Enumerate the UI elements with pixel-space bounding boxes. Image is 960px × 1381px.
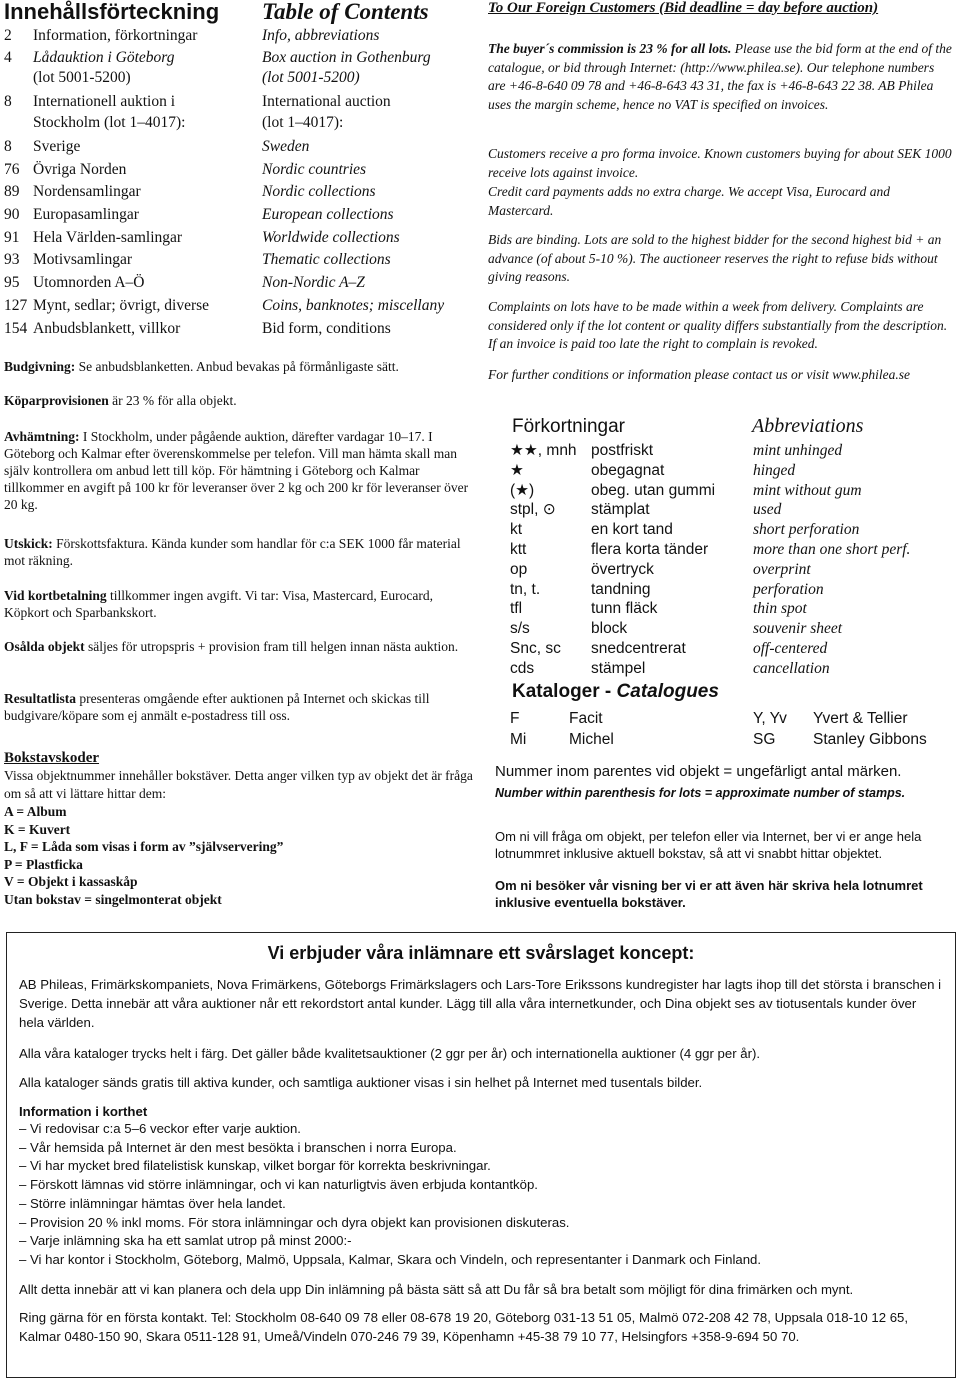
toc-row-number: 90: [4, 206, 20, 223]
toc-row-label-sv: Sverige: [33, 138, 81, 155]
abbr-code: tfl: [510, 600, 523, 618]
info-item: – Varje inlämning ska ha ett samlat utrop på minst 2000:-: [19, 1233, 352, 1249]
visit-note: Om ni besöker vår visning ber vi er att även här skriva hela lotnumret inklusive eventuella bokstäver.: [495, 878, 923, 910]
toc-row-number: 154: [4, 320, 28, 337]
terms-para: [4, 392, 472, 409]
abbr-en: short perforation: [753, 521, 860, 539]
toc-row-label-en: European collections: [262, 206, 394, 223]
toc-row-number: 8: [4, 138, 12, 155]
toc-row-label-sv: Nordensamlingar: [33, 183, 141, 200]
toc-row-label-sv: Mynt, sedlar; övrigt, diverse: [33, 297, 210, 314]
toc-row-number: 76: [4, 161, 20, 178]
terms-para-text: Förskottsfaktura. Kända kunder som handlar för c:a SEK 1000 får material mot räkning.: [4, 536, 461, 568]
catalog-title-sv: Kataloger -: [512, 681, 617, 702]
terms-para-label: Vid kortbetalning: [4, 588, 107, 603]
pro-forma-para: Customers receive a pro forma invoice. Known customers buying for about SEK 1000 receive lots against invoice.: [488, 146, 952, 180]
terms-para-text: Se anbudsblanketten. Anbud bevakas på förmånligaste sätt.: [75, 359, 399, 374]
abbr-sv: en kort tand: [591, 521, 673, 539]
abbr-sv: snedcentrerat: [591, 640, 686, 657]
catalog-name: Stanley Gibbons: [813, 731, 927, 748]
toc-row-label-en: Info, abbreviations: [262, 27, 380, 44]
toc-row-number: 4: [4, 49, 12, 66]
catalog-code: F: [510, 710, 520, 727]
toc-row-label-sv: Anbudsblankett, villkor: [33, 320, 181, 337]
letter-code: A = Album: [4, 804, 67, 819]
abbr-sv: obegagnat: [591, 461, 665, 479]
terms-para-label: Osålda objekt: [4, 639, 85, 654]
catalog-name: Michel: [569, 731, 614, 748]
toc-row-label-en: Sweden: [262, 138, 310, 155]
abbr-code: tn, t.: [510, 580, 541, 598]
abbr-en: perforation: [753, 580, 824, 598]
terms-para-label: Köparprovisionen: [4, 393, 109, 408]
toc-row-label-sv: Information, förkortningar: [33, 27, 198, 44]
letter-code: P = Plastficka: [4, 856, 83, 872]
consignor-p2: Alla våra kataloger trycks helt i färg. Det gäller både kvalitetsauktioner (2 ggr per år) och internationella auktioner (4 ggr per år).: [19, 1046, 761, 1061]
further-info-para: For further conditions or information please contact us or visit www.philea.se: [488, 367, 910, 382]
abbr-en: overprint: [753, 560, 811, 578]
terms-para: [4, 638, 472, 655]
abbr-title-sv: Förkortningar: [512, 416, 625, 437]
catalog-code: Mi: [510, 731, 527, 748]
terms-para-label: Avhämtning:: [4, 429, 80, 444]
info-item: – Förskott lämnas vid större inlämningar, och vi kan naturligtvis även erbjuda kontantköp.: [19, 1177, 538, 1193]
ask-note: Om ni vill fråga om objekt, per telefon eller via Internet, ber vi er ange hela lotnummret inklusive aktuell bokstav, så att vi snabbt hittar objektet.: [495, 829, 922, 861]
abbr-code: ktt: [510, 541, 527, 558]
terms-para-label: Resultatlista: [4, 691, 76, 706]
terms-para-text: I Stockholm, under pågående auktion, därefter vardagar 10–17. I Göteborg och Kalmar efter överenskommelse per telefon. Vill man hämta skall man själv kontrollera om anbud lett till köp. För hämtning i Göteborg och Kalmar tillkommer en avgift på 100 kr för leveranser över 2 kg och 200 kr för leveranser över 20 kg.: [4, 429, 469, 512]
abbr-sv: postfriskt: [591, 442, 654, 459]
info-item: – Provision 20 % inkl moms. För stora inlämningar och dyra objekt kan provisionen diskuteras.: [19, 1214, 570, 1230]
abbr-sv: obeg. utan gummi: [591, 481, 716, 499]
toc-row-label-en: Box auction in Gothenburg: [262, 49, 431, 66]
abbr-sv: flera korta tänder: [591, 541, 709, 558]
abbr-en: used: [753, 501, 782, 519]
abbr-code: (★): [510, 481, 535, 499]
info-title: Information i korthet: [19, 1104, 148, 1119]
abbr-code: ★: [510, 461, 524, 479]
terms-para-label: Budgivning:: [4, 359, 76, 374]
bokstav-intro: Vissa objektnummer innehåller bokstäver. Detta anger vilken typ av objekt det är fråga om så att vi lättare hittar dem:: [4, 768, 473, 801]
catalog-name: Yvert & Tellier: [813, 710, 908, 727]
abbr-sv: tunn fläck: [591, 600, 658, 618]
abbr-en: hinged: [753, 461, 796, 479]
toc-row-number: 95: [4, 274, 20, 291]
toc-row-number: 2: [4, 27, 12, 44]
info-item: – Större inlämningar hämtas över hela landet.: [19, 1195, 286, 1211]
abbr-en: more than one short perf.: [753, 541, 911, 558]
credit-card-para: Credit card payments adds no extra charge. We accept Visa, Eurocard and Mastercard.: [488, 184, 891, 218]
abbr-en: cancellation: [753, 659, 830, 677]
foreign-title: To Our Foreign Customers (Bid deadline = day before auction): [488, 0, 879, 16]
abbr-en: souvenir sheet: [753, 620, 843, 638]
toc-row-number: 127: [4, 297, 28, 314]
toc-row-label-en: Nordic countries: [262, 161, 367, 178]
bokstav-title: Bokstavskoder: [4, 750, 100, 766]
toc-row-label-sv: Lådauktion i Göteborg: [33, 49, 175, 66]
consignor-p3: Alla kataloger sänds gratis till aktiva kunder, och samtliga auktioner visas i sin helhet på Internet med tusentals bilder.: [19, 1075, 703, 1090]
complaints-para: Complaints on lots have to be made within a week from delivery. Complaints are considered only if the lot content or quality differs substantially from the description. If an invoice is paid too late the right to complain is revoked.: [488, 299, 948, 351]
abbr-code: stpl, ⊙: [510, 501, 556, 519]
letter-code: L, F = Låda som visas i form av ”självservering”: [4, 839, 284, 854]
terms-para: [4, 535, 472, 569]
toc-row-label-sv: Motivsamlingar: [33, 251, 133, 268]
commission-bold: The buyer´s commission is 23 % for all lots.: [488, 41, 732, 56]
abbr-code: ★★, mnh: [510, 442, 577, 459]
catalog-code: SG: [753, 731, 776, 748]
toc-row-label-en: Bid form, conditions: [262, 320, 391, 337]
toc-row-label-en: (lot 1–4017):: [262, 114, 344, 131]
catalog-name: Facit: [569, 710, 603, 727]
toc-row-label-en: International auction: [262, 93, 391, 110]
info-item: – Vi redovisar c:a 5–6 veckor efter varje auktion.: [19, 1121, 301, 1136]
toc-row-label-sv: Övriga Norden: [33, 161, 127, 178]
terms-para-text: tillkommer ingen avgift. Vi tar: Visa, Mastercard, Eurocard, Köpkort och Sparbankskort.: [4, 588, 433, 620]
toc-row-label-sv: Stockholm (lot 1–4017):: [33, 114, 186, 131]
consignor-p4: Allt detta innebär att vi kan planera och dela upp Din inlämning på bästa sätt så att Du får så bra betalt som möjligt för dina frimärken och mynt.: [19, 1282, 854, 1297]
consignor-box: [6, 932, 956, 1378]
bokstav-codes: [4, 803, 474, 908]
terms-para: [4, 587, 472, 621]
toc-row-label-sv: Hela Världen-samlingar: [33, 229, 183, 246]
info-item: – Vår hemsida på Internet är den mest besökta i branschen i norra Europa.: [19, 1139, 457, 1155]
consignor-p1: AB Phileas, Frimärkskompaniets, Nova Frimärkens, Göteborgs Frimärkslagers och Lars-Tore Erikssons kundregister har lagts ihop till det största i branschen i Sverige. Detta innebär att våra auktioner når ett rekordstort antal kunder. Lägg till alla våra internetkunder, och Dina objekt ses av tiotusentals kunder över hela världen.: [19, 977, 942, 1030]
abbr-sv: stämpel: [591, 659, 646, 677]
terms-para: [4, 428, 472, 513]
abbr-en: mint unhinged: [753, 442, 843, 459]
terms-para-text: presenteras omgående efter auktionen på Internet och skickas till budgivare/köpare som ej anmält e-postadress till oss.: [4, 691, 430, 723]
catalog-code: Y, Yv: [753, 710, 787, 727]
toc-row-label-en: Non-Nordic A–Z: [262, 274, 365, 291]
abbr-code: Snc, sc: [510, 640, 561, 657]
toc-row-number: 91: [4, 229, 20, 246]
info-item: – Vi har mycket bred filatelistisk kunskap, vilket borgar för korrekta beskrivningar.: [19, 1158, 491, 1174]
info-item: – Vi har kontor i Stockholm, Göteborg, Malmö, Uppsala, Kalmar, Skara och Vindeln, och representanter i Danmark och Finland.: [19, 1251, 762, 1267]
catalog-title-en: Catalogues: [616, 681, 719, 702]
terms-para-text: är 23 % för alla objekt.: [108, 393, 237, 408]
toc-row-number: 89: [4, 183, 20, 200]
letter-code: Utan bokstav = singelmonterat objekt: [4, 891, 222, 907]
parenthesis-note-sv: Nummer inom parentes vid objekt = ungefärligt antal märken.: [495, 763, 902, 780]
terms-para-text: säljes för utropspris + provision fram till helgen innan nästa auktion.: [84, 639, 459, 654]
abbr-en: off-centered: [753, 640, 828, 657]
abbr-code: cds: [510, 659, 535, 677]
catalog-title: [512, 681, 719, 703]
abbr-en: mint without gum: [753, 481, 862, 499]
abbr-sv: stämplat: [591, 501, 650, 519]
abbr-code: kt: [510, 521, 523, 539]
toc-row-number: 8: [4, 93, 12, 110]
toc-row-label-en: Coins, banknotes; miscellany: [262, 297, 445, 314]
bids-para: Bids are binding. Lots are sold to the highest bidder for the second highest bid + an advance (of about 5-10 %). The auctioneer reserves the right to refuse bids without giving reasons.: [488, 232, 942, 284]
toc-row-label-en: Nordic collections: [262, 183, 376, 200]
toc-row-label-en: Worldwide collections: [262, 229, 400, 246]
letter-code: K = Kuvert: [4, 821, 71, 837]
consignor-p5: Ring gärna för en första kontakt. Tel: Stockholm 08-640 09 78 eller 08-678 19 20, Göteborg 031-13 51 05, Malmö 072-208 42 78, Uppsala 018-10 12 65, Kalmar 0480-150 90, Skara 0511-128 91, Umeå/Vindeln 070-246 79 39, Köpenhamn +45-38 79 10 77, Helsingfors +358-9-694 50 70.: [19, 1310, 909, 1344]
toc-title-sv: Innehållsförteckning: [4, 0, 220, 24]
toc-row-label-sv: Europasamlingar: [33, 206, 139, 223]
commission-text: Please use the bid form at the end of the catalogue, or bid through Internet: (http://www.philea.se). Our telephone numbers are +46-8-640 09 78 and +46-8-643 43 31, the fax is +46-8-643 22 38. AB Philea uses the margin scheme, hence no VAT is specified on invoices.: [488, 41, 952, 112]
toc-row-label-en: (lot 5001-5200): [262, 69, 360, 86]
toc-row-label-sv: Utomnorden A–Ö: [33, 274, 145, 291]
abbr-title-en: Abbreviations: [752, 415, 864, 437]
terms-para: [4, 690, 472, 724]
abbr-sv: tandning: [591, 580, 651, 598]
consignor-box-title: Vi erbjuder våra inlämnare ett svårslaget koncept:: [267, 943, 695, 963]
toc-title-en: Table of Contents: [262, 0, 429, 24]
toc-row-label-sv: Internationell auktion i: [33, 93, 176, 110]
abbr-code: op: [510, 560, 528, 578]
abbr-sv: övertryck: [591, 560, 654, 578]
commission-para: [488, 40, 954, 114]
toc-row-label-en: Thematic collections: [262, 251, 391, 268]
abbr-sv: block: [591, 620, 628, 638]
parenthesis-note-en: Number within parenthesis for lots = approximate number of stamps.: [495, 786, 906, 800]
toc-row-number: 93: [4, 251, 20, 268]
letter-code: V = Objekt i kassaskåp: [4, 874, 138, 889]
abbr-en: thin spot: [753, 600, 807, 618]
toc-row-label-sv: (lot 5001-5200): [33, 69, 131, 86]
abbr-code: s/s: [510, 620, 530, 638]
terms-para-label: Utskick:: [4, 536, 53, 551]
terms-para: [4, 358, 472, 375]
